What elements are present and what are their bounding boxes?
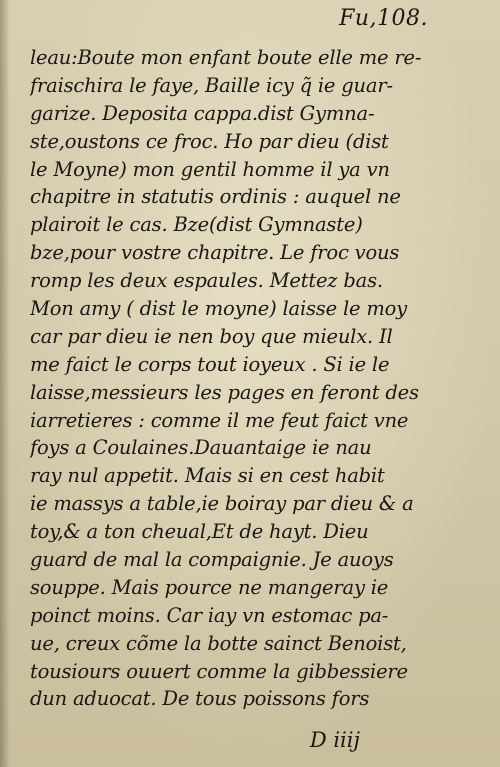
text-line: me faict le corps tout ioyeux . Si ie le — [30, 352, 390, 376]
text-line: ie massys a table,ie boiray par dieu & a — [30, 492, 414, 516]
text-line: leau:Boute mon enfant boute elle me re- — [30, 46, 422, 69]
signature-mark: D iiij — [309, 728, 360, 752]
text-line: ue, creux cõme la botte sainct Benoist, — [30, 631, 407, 655]
text-line: chapitre in statutis ordinis : auquel ne — [30, 185, 401, 209]
text-line: iarretieres : comme il me feut faict vne — [30, 408, 409, 432]
text-line: Mon amy ( dist le moyne) laisse le moy — [30, 297, 407, 321]
text-line: guard de mal la compaignie. Je auoys — [30, 548, 394, 572]
text-line: dun aduocat. De tous poissons fors — [30, 687, 370, 711]
text-line: romp les deux espaules. Mettez bas. — [30, 269, 383, 293]
text-line: car par dieu ie nen boy que mieulx. Il — [30, 324, 393, 348]
page-number: Fu,108. — [339, 6, 428, 31]
text-line: plairoit le cas. Bze(dist Gymnaste) — [30, 213, 363, 237]
text-line: toy,& a ton cheual,Et de hayt. Dieu — [30, 520, 369, 544]
text-line: poinct moins. Car iay vn estomac pa- — [30, 603, 389, 627]
text-block — [30, 44, 462, 713]
text-line: foys a Coulaines.Dauantaige ie nau — [30, 436, 372, 460]
text-line: ray nul appetit. Mais si en cest habit — [30, 464, 385, 488]
text-line: ste,oustons ce froc. Ho par dieu (dist — [30, 129, 389, 153]
text-line: souppe. Mais pource ne mangeray ie — [30, 575, 389, 599]
text-line: garize. Deposita cappa.dist Gymna- — [30, 101, 375, 125]
text-line: fraischira le faye, Baille icy q̃ ie guar- — [30, 73, 393, 97]
text-line: le Moyne) mon gentil homme il ya vn — [30, 157, 390, 181]
text-line: laisse,messieurs les pages en feront des — [30, 380, 419, 404]
text-line: bze,pour vostre chapitre. Le froc vous — [30, 241, 400, 265]
text-line: tousiours ouuert comme la gibbessiere — [30, 659, 408, 683]
